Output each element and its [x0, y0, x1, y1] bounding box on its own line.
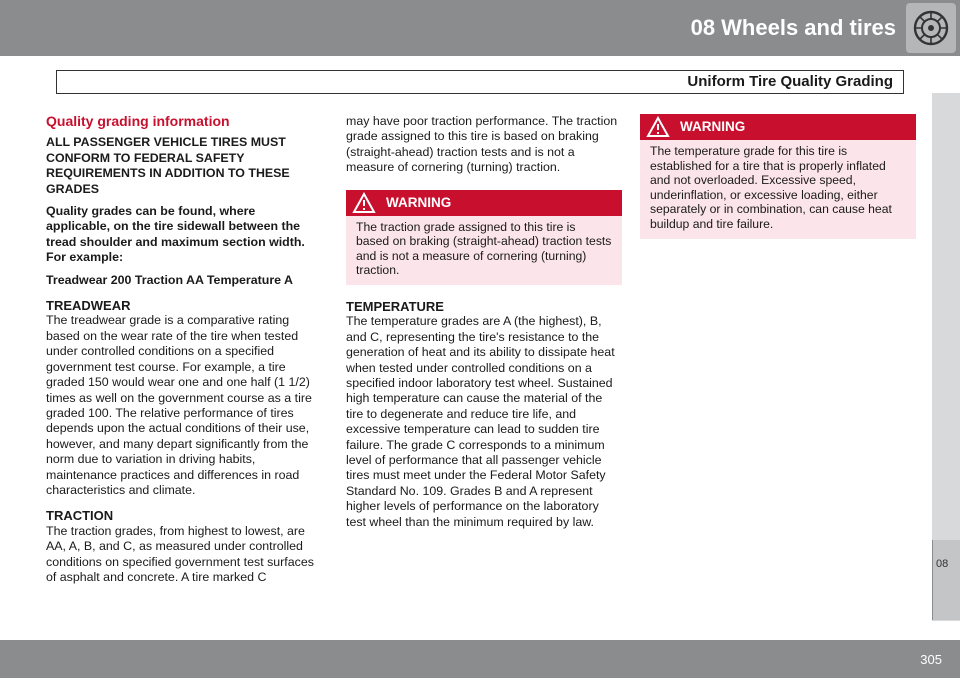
intro-caps: ALL PASSENGER VEHICLE TIRES MUST CONFORM TO FEDERAL SAFETY REQUIREMENTS IN ADDITION TO THESE GRADES: [46, 135, 290, 196]
tire-icon: [906, 3, 956, 53]
warning-icon: [352, 192, 376, 214]
traction-heading: TRACTION: [46, 508, 114, 524]
quality-grading-heading: Quality grading information: [46, 113, 230, 129]
treadwear-text: The treadwear grade is a comparative rating based on the wear rate of the tire when tested under controlled conditions on a specified government test course. For example, a tire graded 150 would wear one and one half (1 1/2) times as well on the government course as a tire graded 100. The relative performance of tires depends upon the actual conditions of their use, however, and many depart significantly from the norm due to variation in driving habits, maintenance practices and differences in road characteristics and climate.: [46, 313, 312, 497]
temperature-heading: TEMPERATURE: [346, 299, 444, 314]
warning-text: The temperature grade for this tire is established for a tire that is properly inflated and not overloaded. Excessive speed, underinflation, or excessive loading, either separately or in combination, can cause heat buildup and tire failure.: [650, 144, 892, 231]
grade-example: Treadwear 200 Traction AA Temperature A: [46, 272, 293, 287]
footer-band: [0, 640, 960, 678]
intro-bold: Quality grades can be found, where applicable, on the tire sidewall between the tread shoulder and maximum section width. For example:: [46, 204, 305, 265]
warning-title: WARNING: [680, 119, 746, 134]
warning-header: [346, 190, 622, 216]
warning-header: [640, 114, 916, 140]
chapter-tab[interactable]: [932, 540, 960, 620]
section-title: Uniform Tire Quality Grading: [687, 73, 893, 90]
traction-text-1: The traction grades, from highest to lowest, are AA, A, B, and C, as measured under controlled conditions on specified government test surfaces of asphalt and concrete. A tire marked C: [46, 523, 314, 584]
warning-icon: [646, 116, 670, 138]
chapter-title: 08 Wheels and tires: [690, 15, 896, 40]
warning-title: WARNING: [386, 194, 452, 210]
chapter-tab-label: 08: [936, 558, 949, 570]
traction-text-2: may have poor traction performance. The traction grade assigned to this tire is based on braking (straight-ahead) traction tests and is not a measure of cornering (turning) traction.: [346, 114, 618, 175]
section-header: [56, 70, 904, 94]
column-1: [46, 114, 322, 585]
column-3: [640, 114, 916, 253]
warning-box-traction: [346, 190, 622, 285]
treadwear-heading: TREADWEAR: [46, 298, 131, 314]
warning-text: The traction grade assigned to this tire is based on braking (straight-ahead) traction tests and is not a measure of cornering (turning) traction.: [356, 219, 612, 278]
temperature-text: The temperature grades are A (the highest), B, and C, representing the tire's resistance to the generation of heat and its ability to dissipate heat when tested under controlled conditions on a specified indoor laboratory test wheel. Sustained high temperature can cause the material of the tire to degenerate and reduce tire life, and excessive temperature can lead to sudden tire failure. The grade C corresponds to a minimum level of performance that all passenger vehicle tires must meet under the Federal Motor Safety Standard No. 109. Grades B and A represent higher levels of performance on the laboratory test wheel than the minimum required by law.: [346, 314, 615, 529]
column-2: [346, 114, 622, 530]
page-number: 305: [920, 652, 942, 667]
warning-box-temperature: [640, 114, 916, 239]
